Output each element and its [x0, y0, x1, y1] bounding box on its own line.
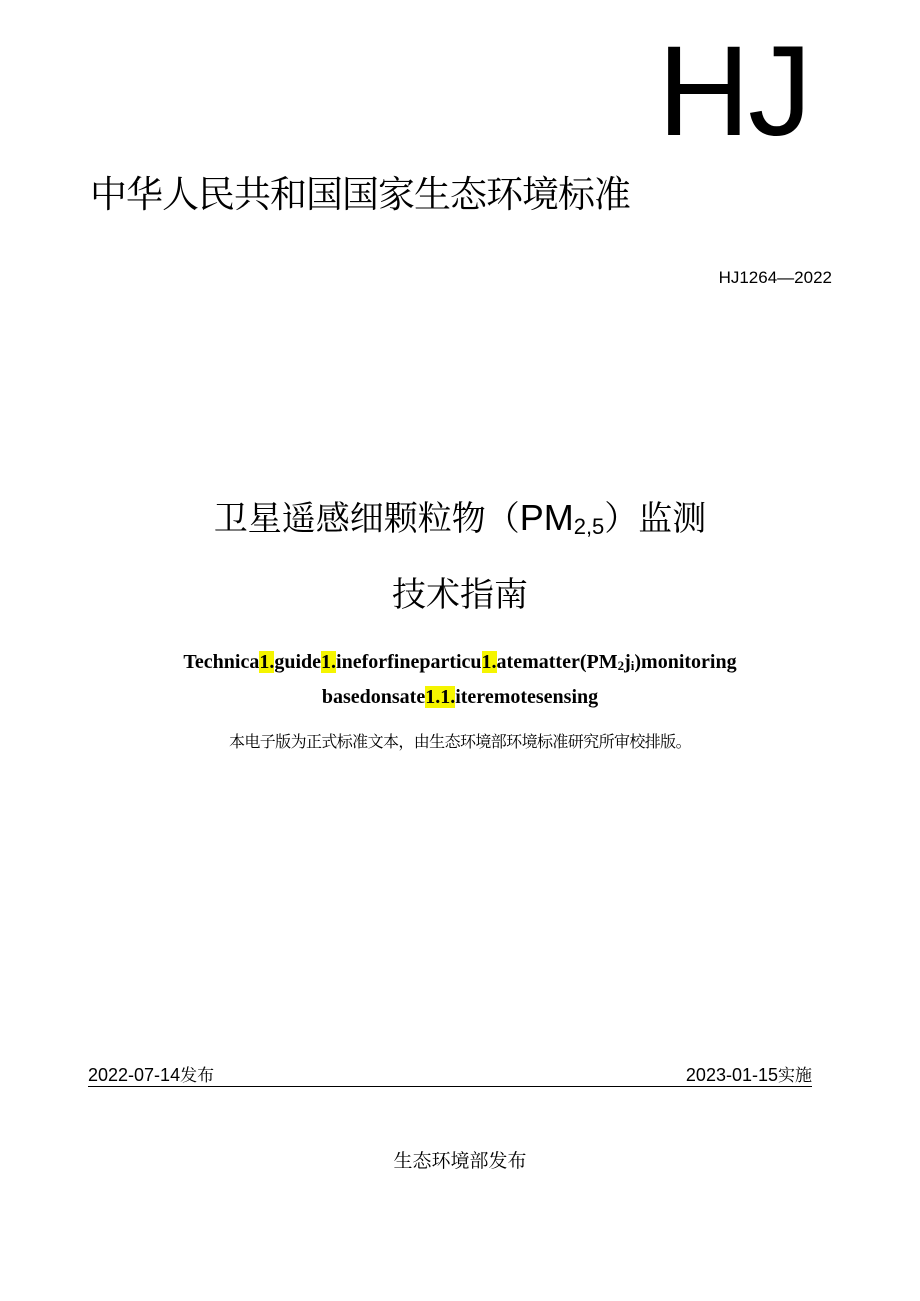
- effective-date: 2023-01-15: [685, 1065, 778, 1085]
- title-cn-prefix: 卫星遥感细颗粒物（: [213, 499, 520, 539]
- publisher: 生态环境部发布: [393, 1150, 527, 1172]
- standard-number: HJ1264—2022: [718, 268, 832, 287]
- effective-label: 实施: [778, 1066, 812, 1086]
- title-cn-suffix: ）监测: [604, 499, 707, 539]
- title-chinese-line-2: 技术指南: [392, 575, 528, 615]
- title-en-highlight: 1.1.: [425, 686, 456, 708]
- title-en-part: Technica: [183, 651, 260, 673]
- title-en-part: ineforfineparticu: [336, 651, 482, 673]
- publish-date: 2022-07-14: [88, 1065, 181, 1085]
- title-en-highlight: 1.: [259, 651, 275, 673]
- title-en-part: iteremotesensing: [455, 686, 599, 708]
- title-en-part: atematter(PM: [496, 651, 618, 673]
- standard-logo: HJ: [657, 20, 810, 163]
- national-standard-heading: 中华人民共和国国家生态环境标准: [90, 173, 630, 216]
- title-en-highlight: 1.: [481, 651, 497, 673]
- electronic-version-notice: 本电子版为正式标准文本，由生态环境部环境标准研究所审校排版。: [228, 732, 691, 751]
- title-chinese-line-1: [0, 497, 920, 539]
- effective-date-group: [686, 1066, 812, 1085]
- title-en-part: )monitoring: [634, 651, 737, 673]
- title-en-part: basedonsate: [321, 686, 426, 708]
- title-en-part: guide: [274, 651, 322, 673]
- title-en-highlight: 1.: [321, 651, 337, 673]
- title-english-line-2: [0, 687, 920, 707]
- title-cn-pm: PM: [519, 497, 574, 538]
- title-english-line-1: [0, 652, 920, 672]
- title-en-subscript: i: [630, 658, 635, 673]
- title-cn-pm-subscript: 2,5: [573, 514, 605, 539]
- publish-label: 发布: [180, 1066, 215, 1086]
- title-en-subscript: 2: [617, 658, 625, 673]
- title-en-part: j: [624, 651, 631, 673]
- date-line: [88, 1064, 812, 1087]
- publish-date-group: [88, 1066, 214, 1085]
